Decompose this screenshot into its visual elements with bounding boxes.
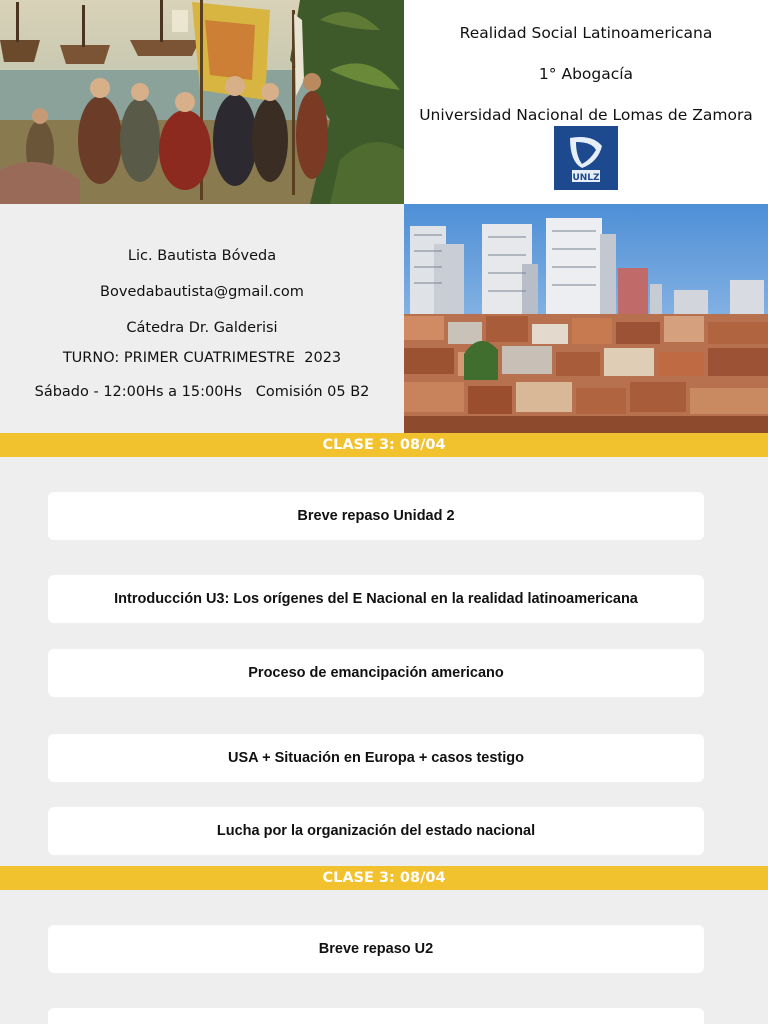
logo-icon [554, 126, 618, 190]
university-logo [554, 126, 618, 190]
logo-text: UNLZ [572, 173, 600, 183]
class-section-header: CLASE 3: 08/04 [0, 433, 768, 457]
topic-card[interactable]: USA + Situación en Europa + casos testigo [48, 734, 704, 782]
topic-card[interactable]: Lucha por la organización del estado nacional [48, 807, 704, 855]
topic-card-partial[interactable] [48, 1008, 704, 1024]
class-section-header: CLASE 3: 08/04 [0, 866, 768, 890]
course-schedule: Sábado - 12:00Hs a 15:00Hs Comisión 05 B2 [34, 384, 370, 400]
topic-card[interactable]: Breve repaso Unidad 2 [48, 492, 704, 540]
topic-card[interactable]: Proceso de emancipación americano [48, 649, 704, 697]
instructor-contact-panel [0, 204, 404, 433]
city-illustration [404, 204, 768, 433]
course-title: Realidad Social Latinoamericana [459, 24, 713, 42]
instructor-email: Bovedabautista@gmail.com [100, 284, 304, 300]
course-year: 1° Abogacía [538, 65, 634, 83]
instructor-name: Lic. Bautista Bóveda [127, 248, 277, 264]
historical-painting-image [0, 0, 404, 204]
city-photo-image [404, 204, 768, 433]
chair-name: Cátedra Dr. Galderisi [126, 320, 278, 336]
topic-card[interactable]: Introducción U3: Los orígenes del E Nacional en la realidad latinoamericana [48, 575, 704, 623]
course-shift: TURNO: PRIMER CUATRIMESTRE 2023 [62, 350, 342, 366]
university-name: Universidad Nacional de Lomas de Zamora [419, 106, 753, 124]
topic-card[interactable]: Breve repaso U2 [48, 925, 704, 973]
painting-illustration [0, 0, 404, 204]
